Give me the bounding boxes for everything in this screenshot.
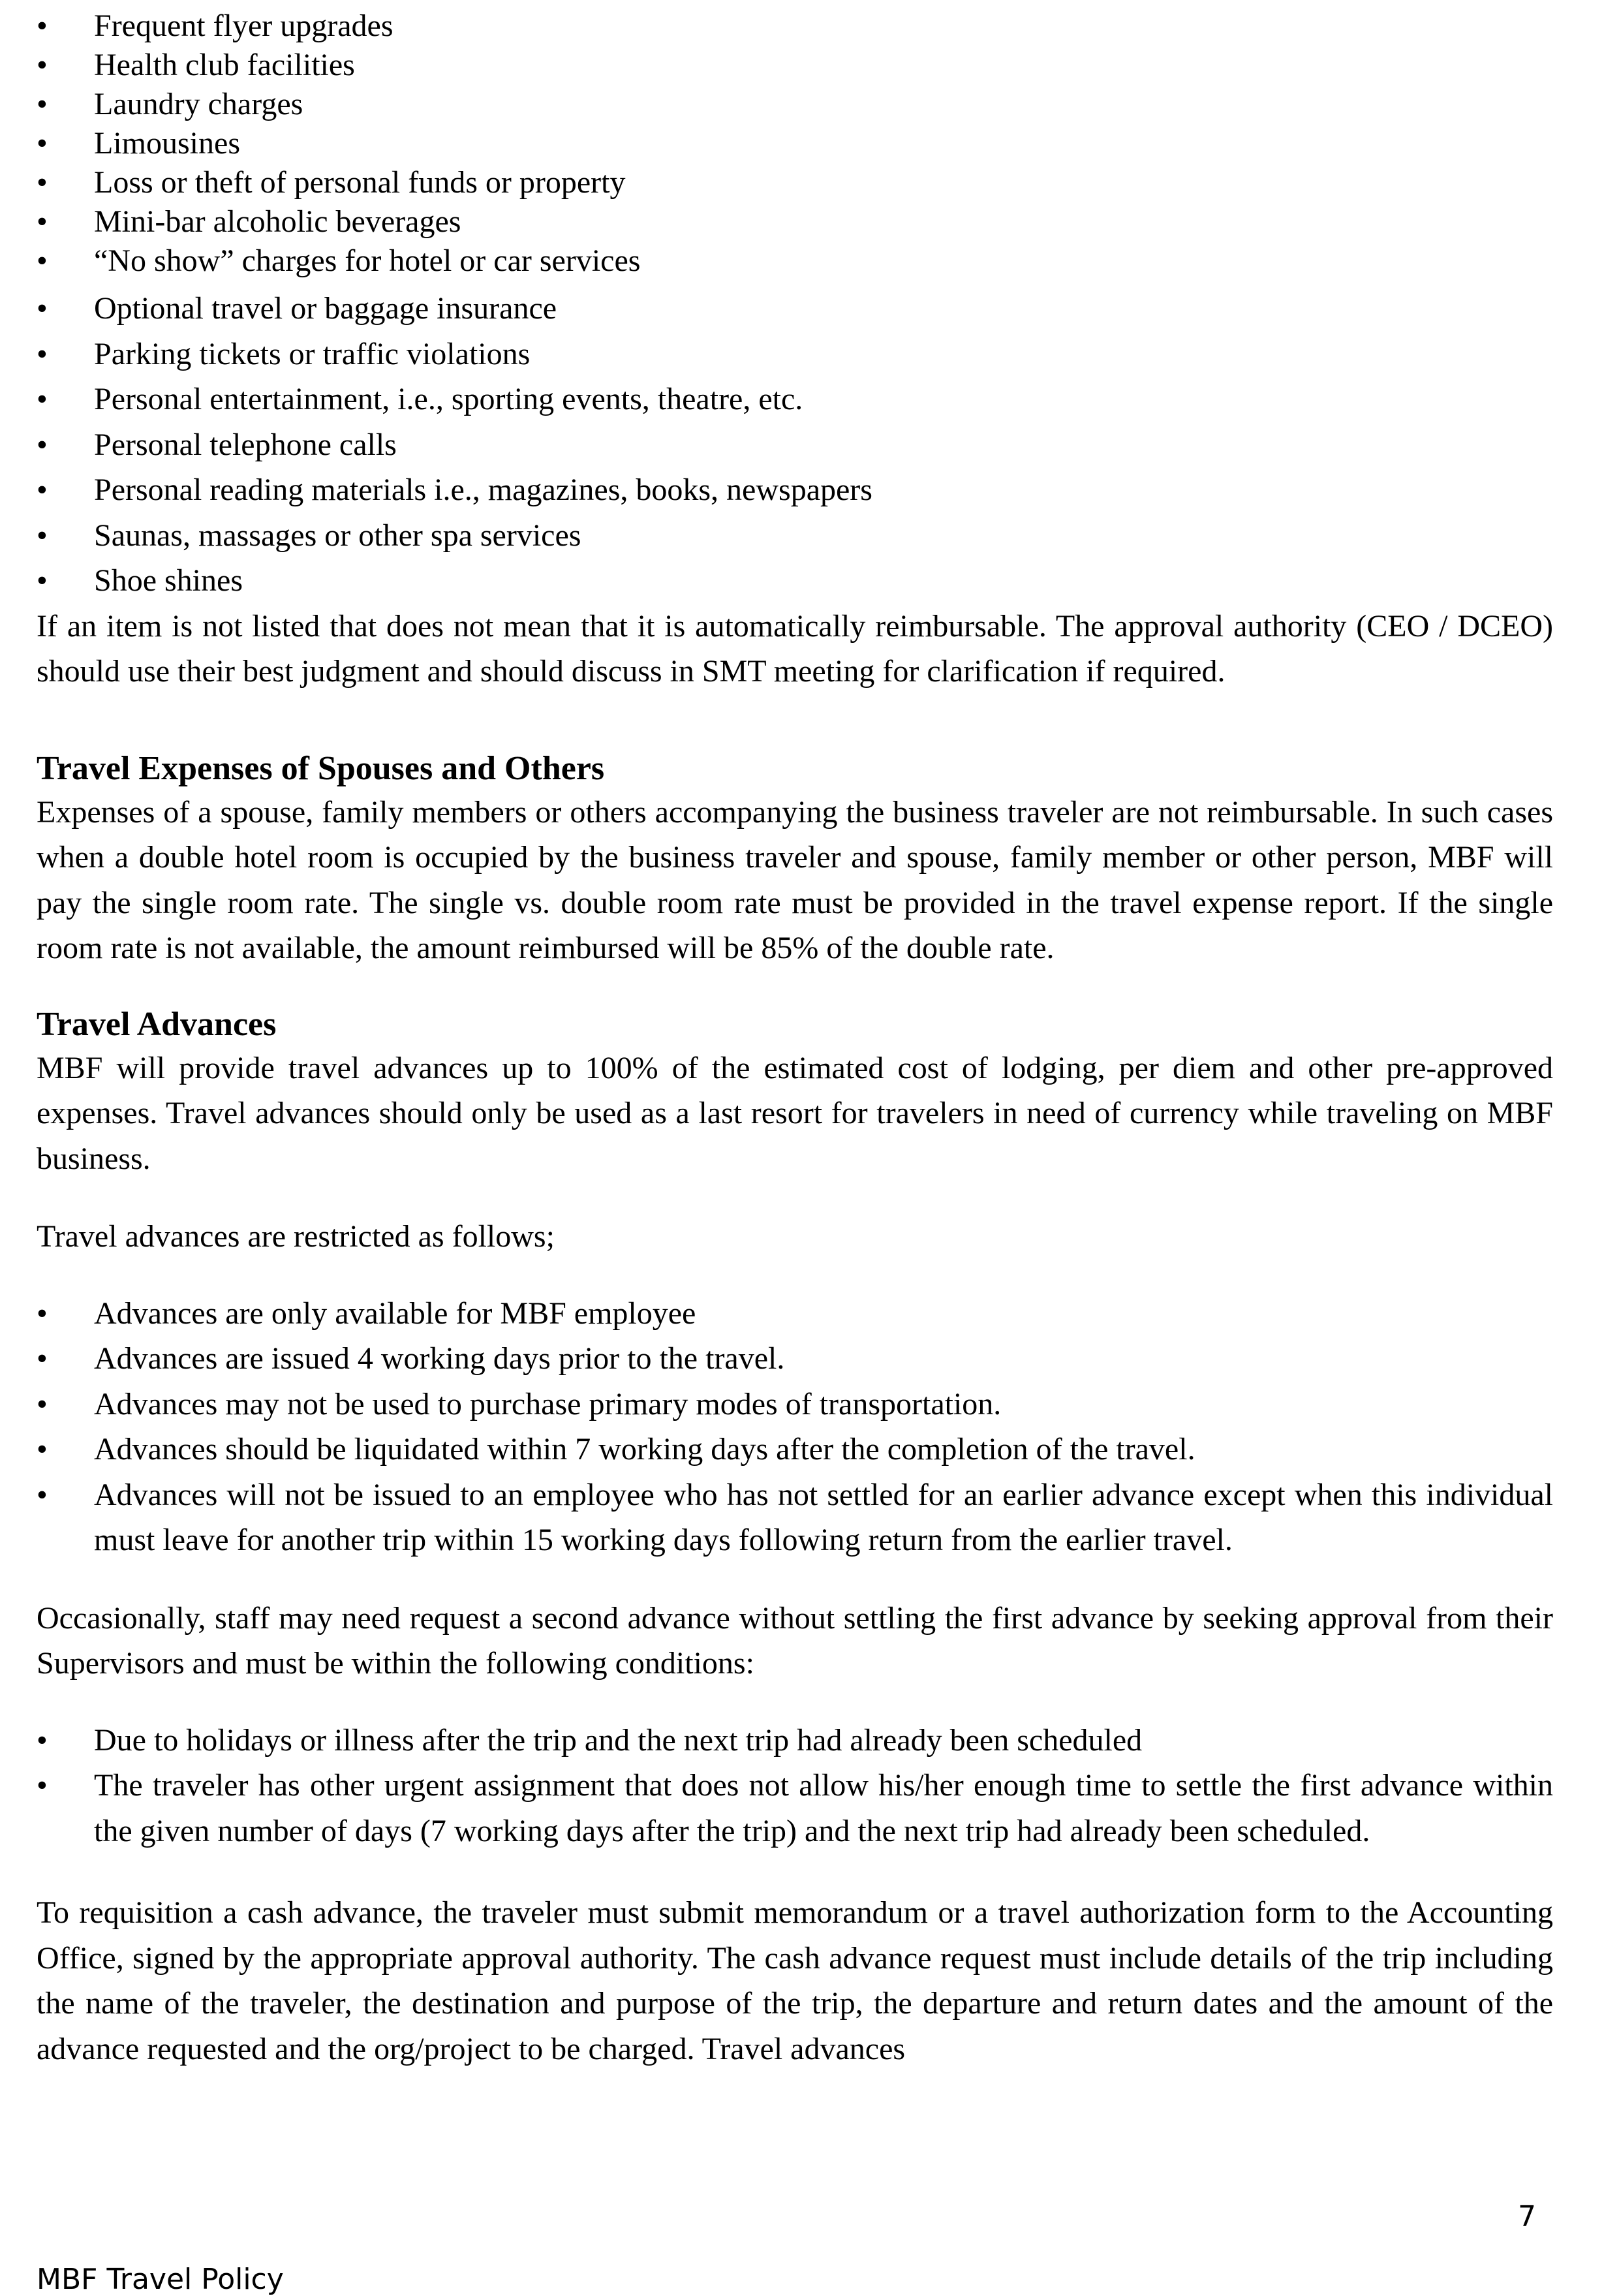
list-item: • Laundry charges (37, 85, 1553, 124)
bullet: • (37, 48, 48, 82)
list-item: • Health club facilities (37, 46, 1553, 85)
bullet: • (37, 1722, 48, 1758)
advances-paragraph-3: Occasionally, staff may need request a second advance without settling the first advance by seeking approval from their Supervisors and must be within the following conditions: (37, 1600, 1553, 1681)
bullet: • (37, 1386, 48, 1421)
footer-document-title: MBF Travel Policy (37, 2263, 284, 2296)
not-listed-paragraph: If an item is not listed that does not mean that it is automatically reimbursable. The approval authority (CEO / DCEO) should use their best judgment and should discuss in SMT meeting for clarification if required. (37, 608, 1553, 689)
bullet: • (37, 1295, 48, 1331)
bullet: • (37, 204, 48, 239)
list-item: • Advances should be liquidated within 7 working days after the completion of the travel. (37, 1427, 1553, 1472)
bullet: • (37, 473, 48, 507)
advance-restrictions-list (37, 1291, 1553, 1563)
list-item: • Personal telephone calls (37, 422, 1553, 468)
list-item: • Due to holidays or illness after the trip and the next trip had already been scheduled (37, 1718, 1553, 1763)
list-item: • Saunas, massages or other spa services (37, 513, 1553, 559)
list-item: • Advances are issued 4 working days prior to the travel. (37, 1336, 1553, 1382)
bullet: • (37, 291, 48, 326)
list-item: • Personal reading materials i.e., magazines, books, newspapers (37, 467, 1553, 513)
spouses-heading: Travel Expenses of Spouses and Others (37, 749, 605, 787)
bullet: • (37, 1768, 48, 1803)
list-item: • Shoe shines (37, 558, 1553, 604)
advances-paragraph-1: MBF will provide travel advances up to 100% of the estimated cost of lodging, per diem and other pre-approved expenses. Travel advances should only be used as a last resort for travelers in need of currency while traveling on MBF business. (37, 1050, 1553, 1176)
document-page (37, 7, 1553, 2071)
bullet: • (37, 165, 48, 200)
bullet: • (37, 518, 48, 553)
list-item: • “No show” charges for hotel or car services (37, 241, 1553, 281)
bullet: • (37, 8, 48, 43)
non-reimbursable-list-part2 (37, 286, 1553, 604)
bullet: • (37, 427, 48, 462)
list-item: • Frequent flyer upgrades (37, 7, 1553, 46)
list-item: • Limousines (37, 124, 1553, 163)
second-advance-conditions-list (37, 1718, 1553, 1854)
bullet: • (37, 126, 48, 161)
list-item: • Advances will not be issued to an employee who has not settled for an earlier advance except when this individual must leave for another trip within 15 working days following return from the earlier travel. (37, 1472, 1553, 1563)
bullet: • (37, 563, 48, 598)
page-number: 7 (1518, 2200, 1536, 2233)
list-item: • Optional travel or baggage insurance (37, 286, 1553, 332)
bullet: • (37, 243, 48, 278)
advances-paragraph-2: Travel advances are restricted as follows; (37, 1219, 555, 1254)
bullet: • (37, 382, 48, 416)
list-item: • The traveler has other urgent assignment that does not allow his/her enough time to settle the first advance within the given number of days (7 working days after the trip) and the next trip had already been scheduled. (37, 1763, 1553, 1854)
bullet: • (37, 87, 48, 121)
list-item: • Mini-bar alcoholic beverages (37, 202, 1553, 241)
non-reimbursable-list-part1 (37, 7, 1553, 281)
list-item: • Personal entertainment, i.e., sporting events, theatre, etc. (37, 377, 1553, 422)
bullet: • (37, 1341, 48, 1376)
travel-advances-heading: Travel Advances (37, 1005, 277, 1043)
list-item: • Advances may not be used to purchase primary modes of transportation. (37, 1382, 1553, 1427)
spouses-paragraph: Expenses of a spouse, family members or others accompanying the business traveler are not reimbursable. In such cases when a double hotel room is occupied by the business traveler and spouse, family member or other person, MBF will pay the single room rate. The single vs. double room rate must be provided in the travel expense report. If the single room rate is not available, the amount reimbursed will be 85% of the double rate. (37, 794, 1553, 965)
bullet: • (37, 1432, 48, 1466)
list-item: • Advances are only available for MBF employee (37, 1291, 1553, 1337)
advances-paragraph-4: To requisition a cash advance, the traveler must submit memorandum or a travel authorization form to the Accounting Office, signed by the appropriate approval authority. The cash advance request must include details of the trip including the name of the traveler, the destination and purpose of the trip, the departure and return dates and the amount of the advance requested and the org/project to be charged. Travel advances (37, 1895, 1553, 2066)
list-item: • Loss or theft of personal funds or property (37, 163, 1553, 202)
bullet: • (37, 336, 48, 371)
bullet: • (37, 1477, 48, 1512)
list-item: • Parking tickets or traffic violations (37, 332, 1553, 377)
